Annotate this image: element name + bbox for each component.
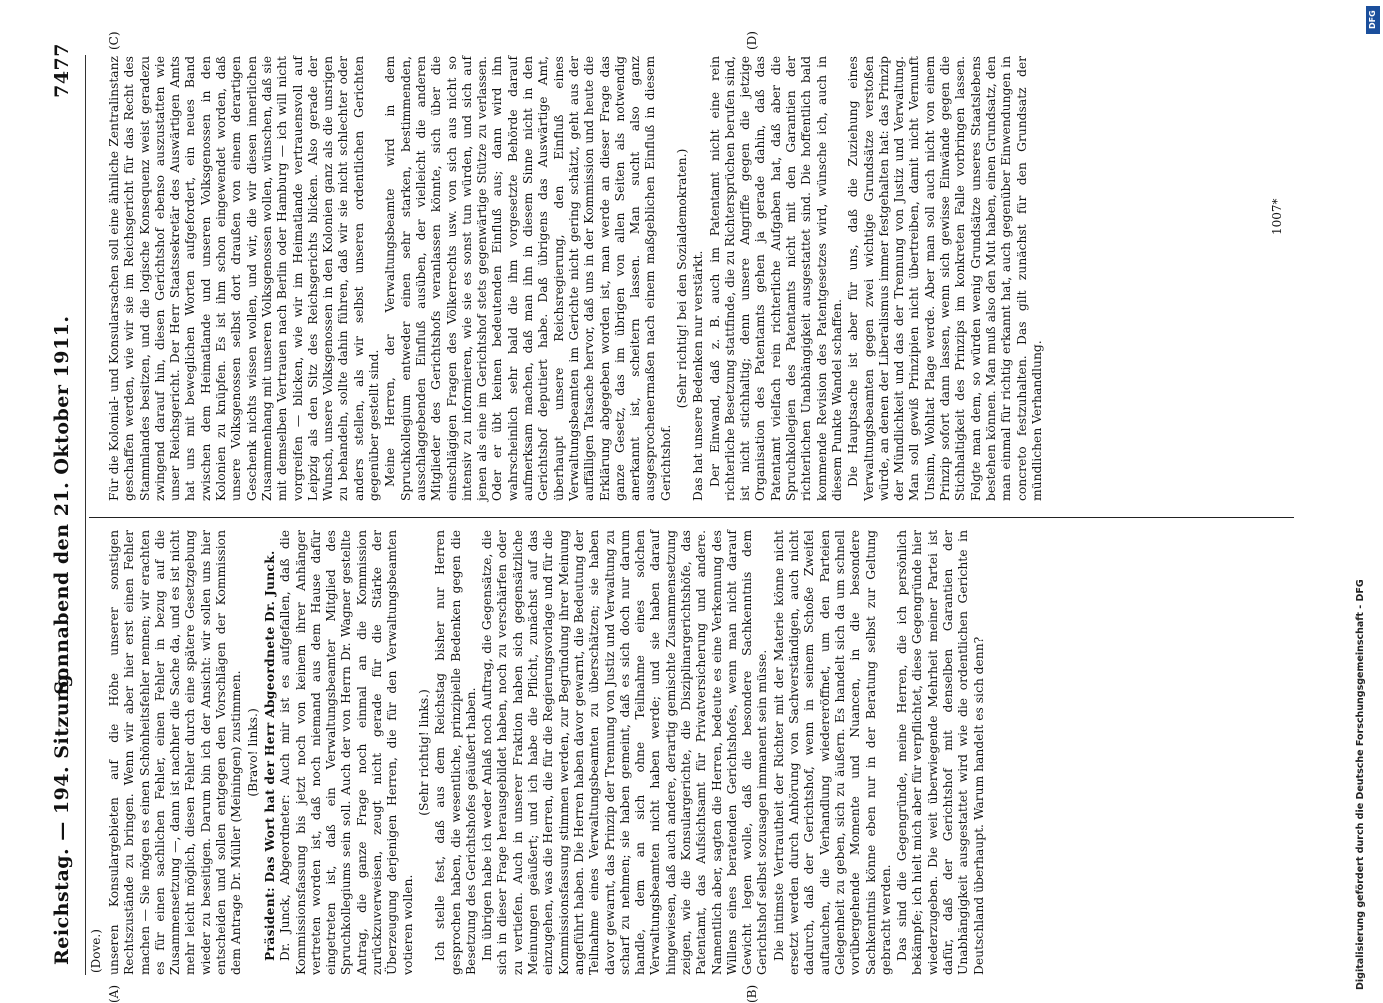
speaker-marker: (Dove.) <box>89 929 103 973</box>
margin-marker-a: (A) <box>107 984 121 1003</box>
paragraph: Meine Herren, der Verwaltungsbeamte wird in dem Spruchkollegium entweder einen sehr starken, bestimmenden, ausschlaggebenden Einfluß ausüben, der vielleicht die anderen Mitglieder des Gerichtshofs veranlassen könnte, sich über die einschlägigen Fragen des Völkerrechts usw. von sich aus nicht so intensiv zu informieren, wie sie es sonst tun würden, und sich auf jenen als eine im Gerichtshof stets gegenwärtige Stütze zu verlassen. Oder er übt keinen bedeutenden Einfluß aus; dann wird ihn wahrscheinlich sehr bald die ihm vorgesetzte Behörde darauf aufmerksam machen, daß man ihn in diesem Sinne nicht in den Gerichtshof deputiert habe. Daß übrigens das Auswärtige Amt, überhaupt unsere Reichsregierung, den Einfluß eines Verwaltungsbeamten im Gerichte nicht gering schätzt, geht aus der auffälligen Tatsache hervor, daß uns in der Kommission und heute die Erklärung abgegeben worden ist, man werde an dieser Frage das ganze Gesetz, das im übrigen von allen Seiten als notwendig anerkannt ist, scheitern lassen. Man sucht also ganz ausgesprochenermaßen nach einem maßgeblichen Einfluß in diesem Gerichtshof. <box>383 56 673 501</box>
right-column <box>107 56 1046 501</box>
rotated-page <box>45 31 1320 1003</box>
paragraph: Die intimste Vertrautheit der Richter mit der Materie könne nicht ersetzt werden durch Anhörung von Sachverständigen, auch nicht dadurch, daß der Gerichtshof, wenn in seinem Schoße Zweifel auftauchen, die Verhandlung wiedereröffnet, um den Parteien Gelegenheit zu geben, sich zu äußern. Es handelt sich da um schnell vorübergehende Momente und Nuancen, in die besondere Sachkenntnis könne eben nur in der Beratung selbst zur Geltung gebracht werden. <box>771 530 893 975</box>
interjection: (Sehr richtig! bei den Sozialdemokraten.) <box>674 148 689 409</box>
paragraph: Der Einwand, daß z. B. auch im Patentamt nicht eine rein richterliche Besetzung stattfinde, die zu Richtersprüchen berufen sind, ist nicht stichhaltig; denn unsere Angriffe gegen die jetzige Organisation des Patentamts gehen ja gerade dahin, daß das Patentamt vielfach rein richterliche Aufgaben hat, daß aber die Spruchkollegien des Patentamts nicht mit den Garantien der richterlichen Unabhängigkeit ausgestattet sind. Die hoffentlich bald kommende Revision des Patentgesetzes wird, wünsche ich, auch in diesem Punkte Wandel schaffen. <box>707 56 844 501</box>
paragraph: Das hat unsere Bedenken nur verstärkt. <box>691 250 706 501</box>
margin-marker-b: (B) <box>745 984 759 1003</box>
paragraph: Ich stelle fest, daß aus dem Reichstag bisher nur Herren gesprochen haben, die wesentliche, prinzipielle Bedenken gegen die Besetzung des Gerichtshofes geäußert haben. <box>433 530 478 975</box>
paragraph: Für die Kolonial- und Konsularsachen soll eine ähnliche Zentralinstanz geschaffen werden, wie wir sie im Reichsgericht für das Recht des Stammlandes besitzen, und die logische Konsequenz weist geradezu zwingend darauf hin, diesen Gerichtshof ebenso auszustatten wie unser Reichsgericht. Der Herr Staatssekretär des Auswärtigen Amts hat uns mit beweglichen Worten aufgefordert, ein neues Band zwischen dem Heimatlande und unseren Volksgenossen in den Kolonien zu knüpfen. Es ist ihm schon eingewendet worden, daß unsere Volksgenossen selbst dort draußen von einem derartigen Geschenk nichts wissen wollen, und wir, die wir diesen innerlichen Zusammenhang mit unseren Volksgenossen wollen, wünschen, daß sie mit demselben Vertrauen nach Berlin oder Hamburg — ich will nicht vorgreifen — blicken, wie wir im Heimatlande vertrauensvoll auf Leipzig als den Sitz des Reichsgerichts blicken. Also gerade der Wunsch, unsere Volksgenossen in den Kolonien ganz als die unsrigen zu behandeln, sollte dahin führen, daß wir sie nicht schlechter oder anders stellen, als wir selbst unseren ordentlichen Gerichten gegenüber gestellt sind. <box>107 56 382 501</box>
paragraph: Präsident: Das Wort hat der Herr Abgeordnete Dr. Junck. <box>261 550 277 961</box>
paragraph: Im übrigen habe ich weder Anlaß noch Auftrag, die Gegensätze, die sich in dieser Frage herausgebildet haben, noch zu verschärfen oder zu vertiefen. Auch in unserer Fraktion haben sich gegensätzliche Meinungen geäußert; und ich habe die Pflicht, zunächst auf das einzugehen, was die Herren, die für die Regierungsvorlage und für die Kommissionsfassung stimmen werden, zur Begründung ihrer Meinung angeführt haben. Die Herren haben davor gewarnt, die Bedeutung der Teilnahme eines Verwaltungsbeamten zu überschätzen; sie haben davor gewarnt, das Prinzip der Trennung von Justiz und Verwaltung zu scharf zu nehmen; sie haben gemeint, daß es sich doch nur darum handle, dem an sich ohne Teilnahme eines solchen Verwaltungsbeamten nicht haben werde; und sie haben darauf hingewiesen, daß auch andere, derartig gemischte Zusammensetzung zeigen, wie die Konsulargerichte, die Disziplinargerichtshöfe, das Patentamt, das Aufsichtsamt für Privatversicherung und andere. Namentlich aber, sagten die Herren, bedeute es eine Verkennung des Willens eines beratenden Gerichtshofes, wenn man nicht darauf Gewicht legen wolle, daß die besondere Sachkenntnis dem Gerichtshof selbst sozusagen immanent sein müsse. <box>480 530 770 975</box>
dfg-logo: DFG <box>1366 6 1380 34</box>
header-center: Sonnabend den 21. Oktober 1911. <box>51 315 73 695</box>
sheet-signature: 1007* <box>1270 198 1284 235</box>
paragraph: Das sind die Gegengründe, meine Herren, die ich persönlich bekämpfe; ich hielt mich aber für verpflichtet, diese Gegengründe hier wiederzugeben. Die weit überwiegende Mehrheit meiner Partei ist dafür, daß der Gerichtshof mit denselben Garantien der Unabhängigkeit ausgestattet wird wie die ordentlichen Gerichte in Deutschland überhaupt. Warum handelt es sich denn? <box>895 530 986 975</box>
paragraph: Die Hauptsache ist aber für uns, daß die Zuziehung eines Verwaltungsbeamten gegen zwei wichtige Grundsätze verstoßen würde, an denen der Liberalismus immer festgehalten hat: das Prinzip der Mündlichkeit und das der Trennung von Justiz und Verwaltung. Man soll gewiß Prinzipien nicht übertreiben, damit nicht Vernunft Unsinn, Wohltat Plage werde. Aber man soll auch nicht von einem Prinzip sofort dann lassen, wenn sich gewisse Einwände gegen die Stichhaltigkeit des Prinzips im konkreten Falle vorbringen lassen. Folgte man dem, so würden wenig Grundsätze unseres Staatslebens bestehen können. Man muß also den Mut haben, einen Grundsatz, den man einmal für richtig erkannt hat, auch gegenüber Einwendungen in concreto festzuhalten. Das gilt zunächst für den Grundsatz der mündlichen Verhandlung. <box>846 56 1044 501</box>
page-header <box>45 35 85 975</box>
left-column <box>107 530 988 975</box>
header-rule <box>85 55 86 975</box>
margin-marker-d: (D) <box>745 31 759 50</box>
interjection: (Bravo! links.) <box>245 708 260 797</box>
column-rule <box>89 517 1294 518</box>
interjection: (Sehr richtig! links.) <box>416 689 431 816</box>
paragraph: unseren Konsulargebieten auf die Höhe unserer sonstigen Rechtszustände zu bringen. Wenn wir aber hier erst einen Fehler machen — Sie mögen es einen Schönheitsfehler nennen; wir erachten es für einen sachlichen Fehler, einen Fehler in bezug auf die Zusammensetzung —, dann ist nachher die Sache da, und es ist nicht mehr leicht möglich, diesen Fehler durch eine spätere Gesetzgebung wieder zu beseitigen. Darum bin ich der Ansicht: wir sollen uns hier entscheiden und sollen entgegen den Vorschlägen der Kommission dem Antrage Dr. Müller (Meiningen) zustimmen. <box>107 530 244 975</box>
paragraph: Dr. Junck, Abgeordneter: Auch mir ist es aufgefallen, daß die Kommissionsfassung bis jetzt noch von keinem ihrer Anhänger vertreten worden ist, daß noch niemand aus dem Hause dafür eingetreten ist, daß ein Verwaltungsbeamter Mitglied des Spruchkollegiums sein soll. Auch der von Herrn Dr. Wagner gestellte Antrag, die ganze Frage noch einmal an die Kommission zurückzuverweisen, zeugt nicht gerade für die Stärke der Überzeugung derjenigen Herren, die für den Verwaltungsbeamten votieren wollen. <box>278 530 415 975</box>
header-left: Reichstag. — 194. Sitzung. <box>51 666 73 965</box>
page-number: 7477 <box>51 43 73 98</box>
margin-marker-c: (C) <box>107 31 121 50</box>
funding-note: Digitalisierung gefördert durch die Deutsche Forschungsgemeinschaft - DFG <box>1355 579 1366 990</box>
